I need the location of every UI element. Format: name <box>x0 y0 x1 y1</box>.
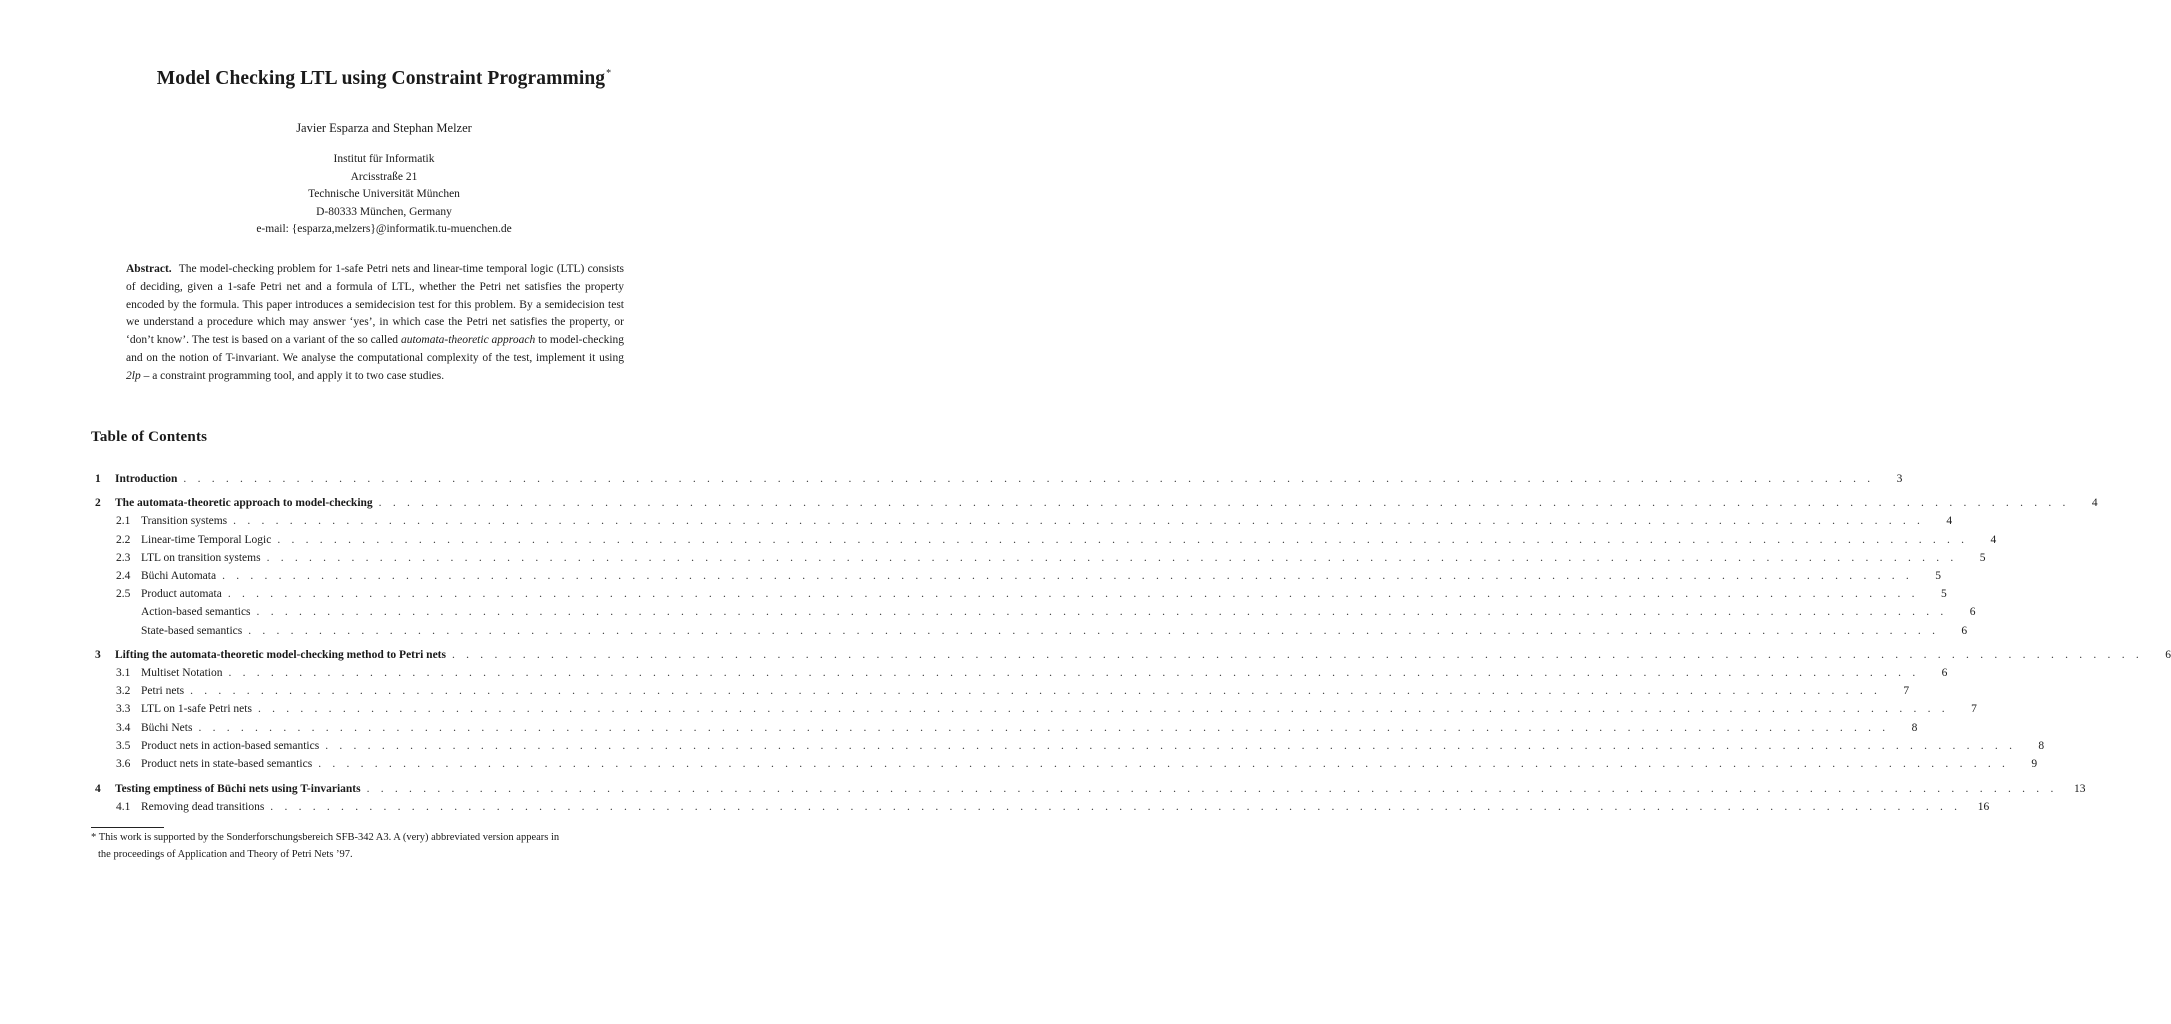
toc-dot-leader: . . . . . . . . . . . . . . . . . . . . . . . . . . . . . . . . . . . . . . . . . . . . . . . . . . . . . . . . . . . . . . . . . . . . . . . . . . . . . . . . . . . . . . . . . . . . . . . . . . . . . . . . . . . . . . . . . . . . . . . . <box>228 667 1920 680</box>
abstract-text-1: The model-checking problem for 1-safe Petri nets and linear-time temporal logic (LTL) consists of deciding, given a 1-safe Petri net and a formula of LTL, whether the Petri net satisfies the property encoded by the formula. This paper introduces a semidecision test for this problem. By a semidecision test we understand a procedure which may answer ‘yes’, in which case the Petri net satisfies the property, or ‘don’t know’. The test is based on a variant of the so called <box>126 263 625 347</box>
toc-entry-number: 3 <box>95 649 101 662</box>
toc-entry-number: 2.5 <box>116 588 131 601</box>
toc-entry-title: Action-based semantics <box>141 606 251 619</box>
toc-dot-leader: . . . . . . . . . . . . . . . . . . . . . . . . . . . . . . . . . . . . . . . . . . . . . . . . . . . . . . . . . . . . . . . . . . . . . . . . . . . . . . . . . . . . . . . . . . . . . . . . . . . . . . . . . . . . . . . . . . . . . . . . <box>266 551 1958 564</box>
toc-entry-title: LTL on 1-safe Petri nets <box>141 703 252 716</box>
toc-dot-leader: . . . . . . . . . . . . . . . . . . . . . . . . . . . . . . . . . . . . . . . . . . . . . . . . . . . . . . . . . . . . . . . . . . . . . . . . . . . . . . . . . . . . . . . . . . . . . . . . . . . . . . . . . . . . . . . . . . . . . . . . <box>270 800 1962 813</box>
toc-entry-title: Product nets in state-based semantics <box>141 758 313 771</box>
toc-entry-number: 2.4 <box>116 569 131 582</box>
toc-entry-page: 7 <box>1903 685 1910 698</box>
toc-entry <box>91 719 1918 737</box>
toc-entry-page: 8 <box>2038 739 2045 752</box>
toc-dot-leader: . . . . . . . . . . . . . . . . . . . . . . . . . . . . . . . . . . . . . . . . . . . . . . . . . . . . . . . . . . . . . . . . . . . . . . . . . . . . . . . . . . . . . . . . . . . . . . . . . . . . . . . . . . . . . . . . . . . . . . . . <box>318 758 2010 771</box>
toc-entry-number: 2.3 <box>116 551 131 564</box>
toc-entry <box>91 603 1976 621</box>
title-footnote-mark: * <box>606 68 612 79</box>
affiliation-email: e-mail: {esparza,melzers}@informatik.tu-muenchen.de <box>256 223 512 235</box>
toc-entry-page: 9 <box>2031 758 2038 771</box>
toc-entry-title: State-based semantics <box>141 624 243 637</box>
toc-entry-title: Lifting the automata-theoretic model-checking method to Petri nets <box>115 649 446 662</box>
toc-entry <box>91 512 1953 530</box>
toc-entry-title: The automata-theoretic approach to model-checking <box>115 497 373 510</box>
toc-entry <box>91 682 1910 700</box>
toc-entry-title: Petri nets <box>141 685 185 698</box>
toc-entry <box>91 755 2038 773</box>
toc-entry-number: 3.6 <box>116 758 131 771</box>
paper-title: Model Checking LTL using Constraint Programming* <box>156 68 612 89</box>
toc-entry-title: Büchi Nets <box>141 721 193 734</box>
toc-entry <box>91 780 2086 798</box>
toc-entry-page: 13 <box>2074 782 2086 795</box>
abstract-italic-2: 2lp <box>126 369 141 382</box>
affiliation-street: Arcisstraße 21 <box>350 170 418 183</box>
abstract-text-2: to model-checking and on the notion of T-invariant. We analyse the computational complexity of the test, implement it using <box>126 334 625 364</box>
toc-dot-leader: . . . . . . . . . . . . . . . . . . . . . . . . . . . . . . . . . . . . . . . . . . . . . . . . . . . . . . . . . . . . . . . . . . . . . . . . . . . . . . . . . . . . . . . . . . . . . . . . . . . . . . . . . . . . . . . . . . . . . . . . <box>227 588 1919 601</box>
toc-entry-number: 3.4 <box>116 721 131 734</box>
abstract-text-3: – a constraint programming tool, and apply it to two case studies. <box>143 369 445 382</box>
toc-entry <box>91 700 1977 718</box>
toc-dot-leader: . . . . . . . . . . . . . . . . . . . . . . . . . . . . . . . . . . . . . . . . . . . . . . . . . . . . . . . . . . . . . . . . . . . . . . . . . . . . . . . . . . . . . . . . . . . . . . . . . . . . . . . . . . . . . . . . . . . . . . . . <box>233 515 1925 528</box>
toc-entry-title: Büchi Automata <box>141 569 217 582</box>
toc-entry-number: 3.3 <box>116 703 131 716</box>
toc-entry-title: Product nets in action-based semantics <box>141 739 320 752</box>
toc-entry-page: 6 <box>1969 606 1976 619</box>
toc-entry-page: 6 <box>1941 667 1948 680</box>
toc-dot-leader: . . . . . . . . . . . . . . . . . . . . . . . . . . . . . . . . . . . . . . . . . . . . . . . . . . . . . . . . . . . . . . . . . . . . . . . . . . . . . . . . . . . . . . . . . . . . . . . . . . . . . . . . . . . . . . . . . . . . . . . . <box>452 649 2143 662</box>
abstract-italic-1: automata-theoretic approach <box>400 334 536 347</box>
toc-entry <box>91 567 1941 585</box>
toc-entry <box>91 798 1990 816</box>
toc-dot-leader: . . . . . . . . . . . . . . . . . . . . . . . . . . . . . . . . . . . . . . . . . . . . . . . . . . . . . . . . . . . . . . . . . . . . . . . . . . . . . . . . . . . . . . . . . . . . . . . . . . . . . . . . . . . . . . . . . . . . . . . . <box>277 533 1969 546</box>
toc-dot-leader: . . . . . . . . . . . . . . . . . . . . . . . . . . . . . . . . . . . . . . . . . . . . . . . . . . . . . . . . . . . . . . . . . . . . . . . . . . . . . . . . . . . . . . . . . . . . . . . . . . . . . . . . . . . . . . . . . . . . . . . . <box>183 473 1875 485</box>
footnote-mark: * <box>91 832 97 843</box>
toc-entry <box>91 585 1947 603</box>
toc-entry-page: 6 <box>2165 649 2171 662</box>
toc-entry-number: 4.1 <box>116 800 131 813</box>
toc-dot-leader: . . . . . . . . . . . . . . . . . . . . . . . . . . . . . . . . . . . . . . . . . . . . . . . . . . . . . . . . . . . . . . . . . . . . . . . . . . . . . . . . . . . . . . . . . . . . . . . . . . . . . . . . . . . . . . . . . . . . . . . . <box>222 569 1913 582</box>
toc-entry-number: 2.2 <box>116 533 131 546</box>
toc-entry-number: 1 <box>95 473 101 485</box>
toc-dot-leader: . . . . . . . . . . . . . . . . . . . . . . . . . . . . . . . . . . . . . . . . . . . . . . . . . . . . . . . . . . . . . . . . . . . . . . . . . . . . . . . . . . . . . . . . . . . . . . . . . . . . . . . . . . . . . . . . . . . . . . . . <box>248 624 1940 637</box>
toc-entry-page: 7 <box>1971 703 1977 716</box>
toc-heading: Table of Contents <box>91 429 208 445</box>
toc-dot-leader: . . . . . . . . . . . . . . . . . . . . . . . . . . . . . . . . . . . . . . . . . . . . . . . . . . . . . . . . . . . . . . . . . . . . . . . . . . . . . . . . . . . . . . . . . . . . . . . . . . . . . . . . . . . . . . . . . . . . . . . . <box>257 703 1949 716</box>
toc-entry-title: Transition systems <box>141 515 228 528</box>
toc-entry-page: 4 <box>1990 533 1997 546</box>
toc-entry-page: 6 <box>1961 624 1968 637</box>
toc-dot-leader: . . . . . . . . . . . . . . . . . . . . . . . . . . . . . . . . . . . . . . . . . . . . . . . . . . . . . . . . . . . . . . . . . . . . . . . . . . . . . . . . . . . . . . . . . . . . . . . . . . . . . . . . . . . . . . . . . . . . . . . . <box>198 721 1890 734</box>
toc-entry <box>91 531 1997 549</box>
footnote-line-1: * This work is supported by the Sonderforschungsbereich SFB-342 A3. A (very) abbreviated version appears in <box>91 832 560 843</box>
toc-dot-leader: . . . . . . . . . . . . . . . . . . . . . . . . . . . . . . . . . . . . . . . . . . . . . . . . . . . . . . . . . . . . . . . . . . . . . . . . . . . . . . . . . . . . . . . . . . . . . . . . . . . . . . . . . . . . . . . . . . . . . . . . <box>366 782 2058 795</box>
affiliation-city: D-80333 München, Germany <box>316 205 452 218</box>
toc-entry <box>91 622 1968 640</box>
toc-entry-number: 2 <box>95 497 101 510</box>
toc-dot-leader: . . . . . . . . . . . . . . . . . . . . . . . . . . . . . . . . . . . . . . . . . . . . . . . . . . . . . . . . . . . . . . . . . . . . . . . . . . . . . . . . . . . . . . . . . . . . . . . . . . . . . . . . . . . . . . . . . . . . . . . . <box>256 606 1948 619</box>
toc-entry <box>91 549 1986 567</box>
toc-entry-page: 5 <box>1941 588 1947 601</box>
toc-entry-page: 16 <box>1977 800 1990 813</box>
toc-dot-leader: . . . . . . . . . . . . . . . . . . . . . . . . . . . . . . . . . . . . . . . . . . . . . . . . . . . . . . . . . . . . . . . . . . . . . . . . . . . . . . . . . . . . . . . . . . . . . . . . . . . . . . . . . . . . . . . . . . . . . . . . <box>378 497 2070 510</box>
toc-entry-title: Introduction <box>115 473 178 485</box>
toc-entry-number: 2.1 <box>116 515 131 528</box>
affiliation <box>0 151 768 239</box>
affiliation-university: Technische Universität München <box>308 188 460 200</box>
toc-entry <box>91 737 2045 755</box>
toc-entry-page: 8 <box>1911 721 1918 734</box>
toc-entry-page: 5 <box>1979 551 1986 564</box>
toc-entry-title: Removing dead transitions <box>141 800 265 813</box>
footnote-rule <box>91 827 164 828</box>
toc-entry <box>91 646 2171 664</box>
toc-entry-number: 3.1 <box>116 667 131 680</box>
toc-entry-title: LTL on transition systems <box>141 551 261 564</box>
toc-entry-number: 3.5 <box>116 739 131 752</box>
authors: Javier Esparza and Stephan Melzer <box>296 121 472 135</box>
toc-entry-number: 4 <box>95 782 101 795</box>
toc-dot-leader: . . . . . . . . . . . . . . . . . . . . . . . . . . . . . . . . . . . . . . . . . . . . . . . . . . . . . . . . . . . . . . . . . . . . . . . . . . . . . . . . . . . . . . . . . . . . . . . . . . . . . . . . . . . . . . . . . . . . . . . . <box>190 685 1882 698</box>
toc-entry-title: Linear-time Temporal Logic <box>141 533 272 546</box>
toc-entry-page: 4 <box>1946 515 1953 528</box>
toc-entry-page: 4 <box>2091 497 2098 510</box>
toc-entry-number: 3.2 <box>116 685 131 698</box>
footnote-line-2: the proceedings of Application and Theory of Petri Nets ’97. <box>98 849 353 860</box>
abstract <box>126 261 624 386</box>
toc-entry <box>91 494 2098 512</box>
toc-entry-title: Testing emptiness of Büchi nets using T-invariants <box>115 782 361 795</box>
toc-entry <box>91 664 1948 682</box>
toc-entry <box>91 470 1903 488</box>
toc-entry-page: 5 <box>1935 569 1941 582</box>
toc-dot-leader: . . . . . . . . . . . . . . . . . . . . . . . . . . . . . . . . . . . . . . . . . . . . . . . . . . . . . . . . . . . . . . . . . . . . . . . . . . . . . . . . . . . . . . . . . . . . . . . . . . . . . . . . . . . . . . . . . . . . . . . . <box>325 739 2017 752</box>
table-of-contents <box>91 470 2171 816</box>
toc-entry-title: Multiset Notation <box>141 667 223 680</box>
affiliation-institute: Institut für Informatik <box>333 153 435 165</box>
abstract-label: Abstract. <box>126 263 172 275</box>
footnote <box>91 829 667 863</box>
toc-entry-page: 3 <box>1896 473 1903 485</box>
toc-entry-title: Product automata <box>141 588 222 601</box>
